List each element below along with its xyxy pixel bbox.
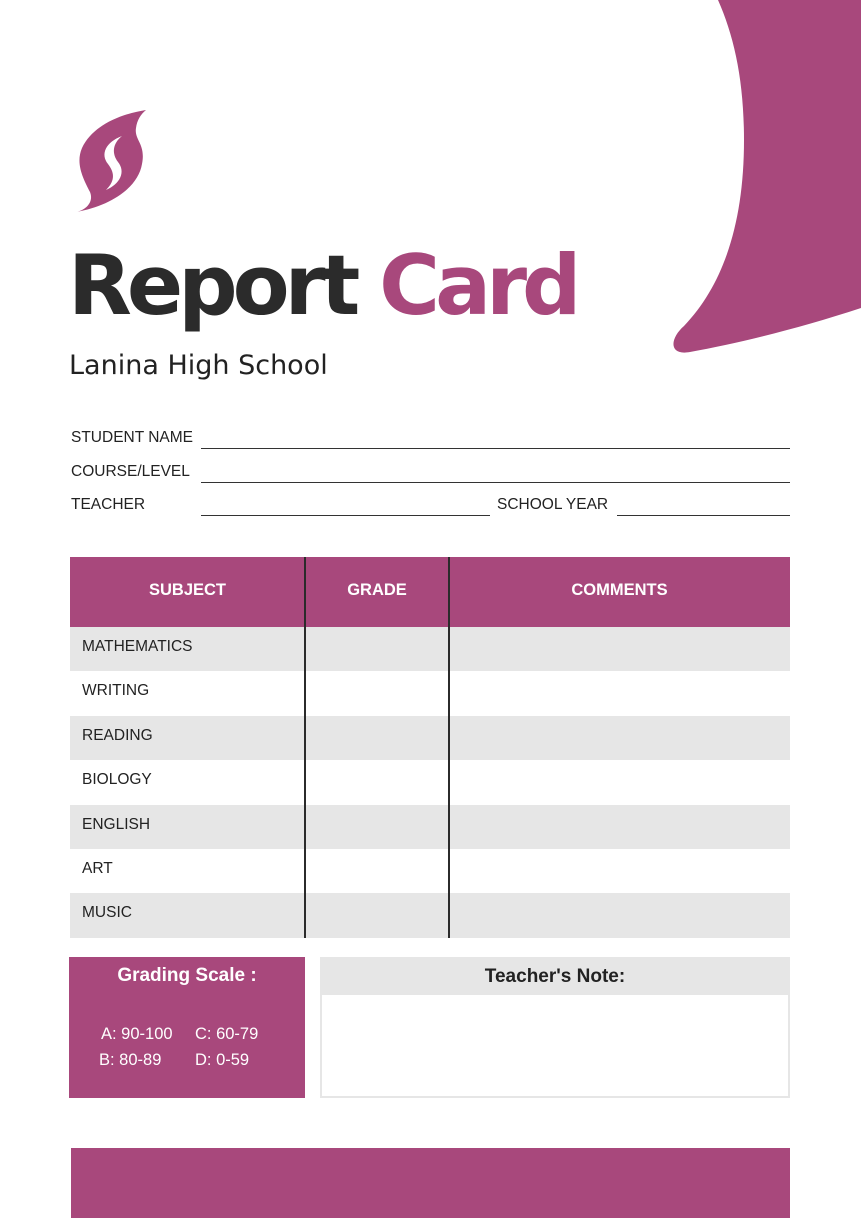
- teachers-note-area[interactable]: [320, 995, 790, 1098]
- column-header-grade: GRADE: [347, 581, 407, 599]
- student-name-line[interactable]: [201, 448, 790, 449]
- school-year-line[interactable]: [617, 515, 790, 516]
- grading-scale-item: D: 0-59: [195, 1051, 250, 1069]
- grading-scale-item: A: 90-100: [101, 1025, 173, 1043]
- subject-cell: MUSIC: [82, 904, 132, 922]
- grading-scale-item: B: 80-89: [99, 1051, 162, 1069]
- table-header: [70, 557, 790, 627]
- teacher-line[interactable]: [201, 515, 490, 516]
- table-row: [70, 627, 790, 671]
- column-divider: [448, 557, 450, 938]
- column-header-subject: SUBJECT: [148, 581, 226, 599]
- subject-cell: MATHEMATICS: [82, 638, 193, 655]
- title-word-report: Report: [68, 237, 356, 334]
- leaf-logo-icon: [70, 106, 152, 216]
- table-row: [70, 671, 790, 715]
- grading-scale-title: Grading Scale :: [117, 965, 257, 986]
- table-row: [70, 716, 790, 760]
- subject-cell: READING: [82, 726, 153, 744]
- column-divider: [304, 557, 306, 938]
- table-row: [70, 849, 790, 893]
- report-card-title: [68, 237, 577, 334]
- school-year-label: SCHOOL YEAR: [497, 496, 609, 513]
- subject-cell: WRITING: [82, 682, 150, 700]
- subject-cell: ENGLISH: [82, 815, 151, 833]
- table-row: [70, 893, 790, 937]
- grading-scale-item: C: 60-79: [195, 1025, 259, 1043]
- title-word-card: Card: [379, 237, 577, 334]
- subject-cell: BIOLOGY: [82, 771, 152, 789]
- column-header-comments: COMMENTS: [571, 581, 668, 599]
- subject-cell: ART: [82, 859, 113, 877]
- table-row: [70, 805, 790, 849]
- teacher-label: TEACHER: [71, 496, 146, 513]
- school-name: Lanina High School: [69, 350, 328, 381]
- teachers-note-title: Teacher's Note:: [320, 957, 790, 995]
- footer-bar: [71, 1148, 790, 1218]
- student-name-label: STUDENT NAME: [71, 429, 194, 446]
- table-row: [70, 760, 790, 804]
- course-level-label: COURSE/LEVEL: [71, 463, 190, 480]
- teachers-note-box: [320, 957, 790, 1098]
- grades-table: [70, 557, 790, 938]
- grading-scale-box: [69, 957, 305, 1098]
- course-level-line[interactable]: [201, 482, 790, 483]
